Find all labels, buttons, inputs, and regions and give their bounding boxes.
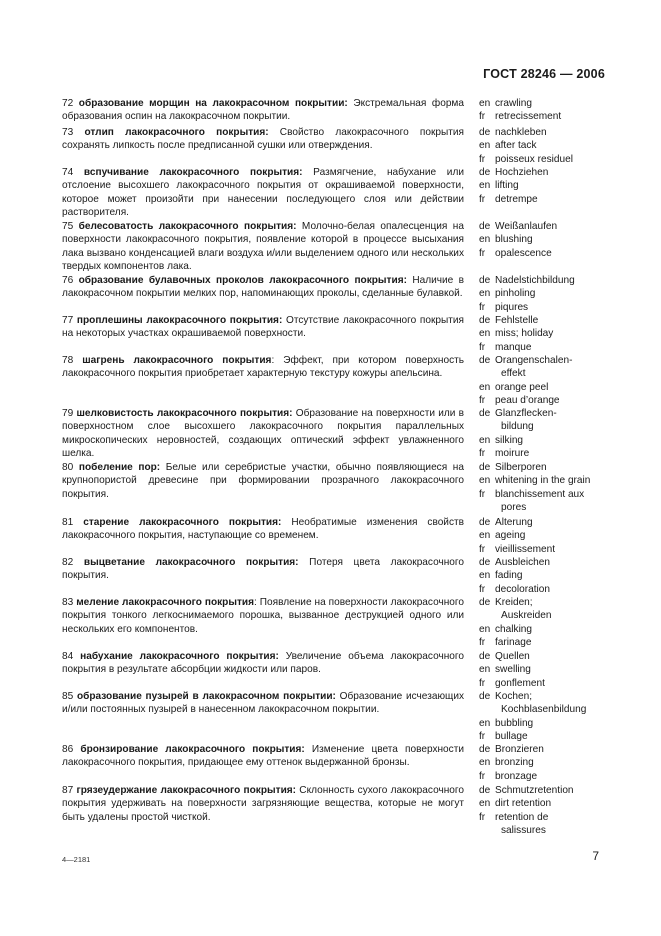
term-entry bbox=[62, 126, 464, 153]
equivalent-term: peau d’orange bbox=[495, 395, 560, 407]
equivalent-term: bronzing bbox=[495, 757, 534, 769]
language-code bbox=[479, 501, 495, 514]
language-code: de bbox=[479, 517, 491, 528]
term-definition: Необратимые изменения свойств лакокрасочного покрытия, наступающие со временем. bbox=[62, 517, 464, 542]
equivalent-term: Kochen; bbox=[495, 691, 533, 702]
term-entry bbox=[62, 220, 464, 274]
term-name: старение лакокрасочного покрытия: bbox=[83, 517, 282, 528]
term-entry bbox=[62, 274, 464, 301]
language-code: de bbox=[479, 408, 491, 419]
equivalent-term: blushing bbox=[495, 234, 533, 246]
equivalent-term: Schmutzretention bbox=[495, 785, 574, 796]
equivalent-term: retrecissement bbox=[495, 111, 562, 123]
term-name: отлип лакокрасочного покрытия: bbox=[84, 127, 269, 138]
language-code: de bbox=[479, 355, 491, 366]
language-code bbox=[479, 824, 495, 837]
language-code: en bbox=[479, 664, 491, 676]
term-name: образование булавочных проколов лакокрасочного покрытия: bbox=[78, 275, 407, 286]
term-name: проплешины лакокрасочного покрытия: bbox=[76, 315, 283, 326]
term-entry bbox=[62, 407, 464, 461]
equivalent-term: gonflement bbox=[495, 677, 545, 689]
equivalent-row bbox=[479, 394, 619, 407]
equivalent-term: farinage bbox=[495, 637, 532, 649]
equivalent-row bbox=[479, 420, 619, 433]
language-code: en bbox=[479, 180, 491, 192]
equivalent-term: swelling bbox=[495, 664, 531, 676]
equivalent-row bbox=[479, 609, 619, 622]
foreign-equivalents bbox=[479, 743, 619, 783]
equivalent-term: manque bbox=[495, 341, 532, 353]
equivalent-row bbox=[479, 756, 619, 769]
language-code bbox=[479, 703, 495, 716]
term-number: 72 bbox=[62, 98, 74, 109]
foreign-equivalents bbox=[479, 784, 619, 838]
equivalent-term: Auskreiden bbox=[501, 610, 552, 622]
language-code: fr bbox=[479, 153, 486, 165]
term-entry bbox=[62, 690, 464, 717]
foreign-equivalents bbox=[479, 220, 619, 260]
language-code: en bbox=[479, 798, 491, 810]
foreign-equivalents bbox=[479, 516, 619, 556]
equivalent-row bbox=[479, 354, 619, 367]
language-code: de bbox=[479, 127, 491, 138]
term-definition: Потеря цвета лакокрасочного покрытия. bbox=[62, 557, 464, 582]
equivalent-row bbox=[479, 97, 619, 110]
foreign-equivalents bbox=[479, 596, 619, 650]
equivalent-row bbox=[479, 166, 619, 179]
equivalent-term: orange peel bbox=[495, 381, 549, 393]
term-number: 81 bbox=[62, 517, 74, 528]
term-definition: : Появление на поверхности лакокрасочного покрытия тонкого легкоснимаемого порошка, вызванное деструкцией одного или нескольких его компонентов. bbox=[62, 597, 464, 635]
term-number: 74 bbox=[62, 167, 74, 178]
language-code: en bbox=[479, 434, 491, 446]
term-definition: : Эффект, при котором поверхность лакокрасочного покрытия приобретает характерную текстуру кожуры апельсина. bbox=[62, 355, 465, 380]
equivalent-term: silking bbox=[495, 434, 524, 446]
language-code: en bbox=[479, 717, 491, 729]
language-code: fr bbox=[479, 637, 486, 649]
term-entry bbox=[62, 784, 464, 824]
equivalent-row bbox=[479, 797, 619, 810]
equivalent-term: fading bbox=[495, 570, 523, 582]
language-code: de bbox=[479, 691, 491, 702]
language-code: de bbox=[479, 462, 491, 473]
equivalent-row bbox=[479, 301, 619, 314]
equivalent-term: Weißanlaufen bbox=[495, 221, 558, 232]
term-name: выцветание лакокрасочного покрытия: bbox=[83, 557, 299, 568]
term-number: 80 bbox=[62, 462, 74, 473]
term-entry bbox=[62, 650, 464, 677]
equivalent-term: Hochziehen bbox=[495, 167, 549, 178]
term-name: меление лакокрасочного покрытия bbox=[76, 597, 254, 608]
equivalent-term: lifting bbox=[495, 180, 519, 192]
equivalent-row bbox=[479, 110, 619, 123]
equivalent-term: Ausbleichen bbox=[495, 557, 550, 568]
document-header: ГОСТ 28246 — 2006 bbox=[483, 67, 605, 81]
equivalent-term: effekt bbox=[501, 368, 526, 380]
language-code: en bbox=[479, 623, 491, 635]
equivalent-row bbox=[479, 677, 619, 690]
equivalent-row bbox=[479, 193, 619, 206]
language-code: fr bbox=[479, 811, 486, 823]
language-code: fr bbox=[479, 395, 486, 407]
equivalent-term: vieillissement bbox=[495, 543, 556, 555]
language-code: fr bbox=[479, 247, 486, 259]
equivalent-row bbox=[479, 663, 619, 676]
equivalent-term: salissures bbox=[501, 825, 546, 837]
language-code: en bbox=[479, 140, 491, 152]
foreign-equivalents bbox=[479, 407, 619, 461]
equivalent-row bbox=[479, 770, 619, 783]
term-definition: Молочно-белая опалесценция на поверхности лакокрасочного покрытия, появление которой в процессе высыхания лака вызвано конденсацией влаги воздуха и/или выделением одного или нескольких твердых компонентов лака. bbox=[62, 221, 464, 273]
language-code: fr bbox=[479, 448, 486, 460]
equivalent-row bbox=[479, 743, 619, 756]
equivalent-row bbox=[479, 516, 619, 529]
equivalent-row bbox=[479, 824, 619, 837]
equivalent-row bbox=[479, 407, 619, 420]
language-code: en bbox=[479, 757, 491, 769]
equivalent-term: Kochblasenbildung bbox=[501, 704, 587, 716]
language-code: fr bbox=[479, 583, 486, 595]
language-code: fr bbox=[479, 488, 486, 500]
term-number: 73 bbox=[62, 127, 74, 138]
equivalent-term: pinholing bbox=[495, 288, 536, 300]
term-name: белесоватость лакокрасочного покрытия: bbox=[78, 221, 297, 232]
equivalent-term: Alterung bbox=[495, 517, 533, 528]
foreign-equivalents bbox=[479, 690, 619, 744]
equivalent-term: moirure bbox=[495, 448, 530, 460]
term-number: 79 bbox=[62, 408, 74, 419]
term-number: 76 bbox=[62, 275, 74, 286]
equivalent-row bbox=[479, 287, 619, 300]
term-definition: Свойство лакокрасочного покрытия сохранять липкость после предписанной сушки или отверждения. bbox=[62, 127, 464, 152]
equivalent-term: piqures bbox=[495, 301, 529, 313]
language-code: de bbox=[479, 275, 491, 286]
language-code: de bbox=[479, 557, 491, 568]
foreign-equivalents bbox=[479, 126, 619, 166]
language-code: fr bbox=[479, 301, 486, 313]
language-code: en bbox=[479, 475, 491, 487]
language-code: fr bbox=[479, 111, 486, 123]
equivalent-term: decoloration bbox=[495, 583, 550, 595]
equivalent-row bbox=[479, 447, 619, 460]
language-code: de bbox=[479, 315, 491, 326]
equivalent-row bbox=[479, 220, 619, 233]
language-code: fr bbox=[479, 677, 486, 689]
language-code: de bbox=[479, 167, 491, 178]
equivalent-row bbox=[479, 650, 619, 663]
equivalent-row bbox=[479, 569, 619, 582]
term-entry bbox=[62, 314, 464, 341]
language-code: en bbox=[479, 98, 491, 109]
foreign-equivalents bbox=[479, 274, 619, 314]
term-entry bbox=[62, 596, 464, 636]
equivalent-term: crawling bbox=[495, 98, 533, 109]
term-number: 78 bbox=[62, 355, 74, 366]
equivalent-row bbox=[479, 233, 619, 246]
foreign-equivalents bbox=[479, 461, 619, 515]
foreign-equivalents bbox=[479, 166, 619, 206]
term-entry bbox=[62, 516, 464, 543]
language-code bbox=[479, 609, 495, 622]
equivalent-term: Nadelstichbildung bbox=[495, 275, 575, 286]
equivalent-row bbox=[479, 247, 619, 260]
equivalent-row bbox=[479, 623, 619, 636]
equivalent-term: Bronzieren bbox=[495, 744, 544, 755]
equivalent-row bbox=[479, 717, 619, 730]
term-entry bbox=[62, 461, 464, 501]
foreign-equivalents bbox=[479, 97, 619, 124]
equivalent-row bbox=[479, 811, 619, 824]
equivalent-row bbox=[479, 488, 619, 501]
language-code: en bbox=[479, 570, 491, 582]
language-code: fr bbox=[479, 731, 486, 743]
term-definition: Отсутствие лакокрасочного покрытия на некоторых участках окрашиваемой поверхности. bbox=[62, 315, 464, 340]
equivalent-row bbox=[479, 126, 619, 139]
term-definition: Увеличение объема лакокрасочного покрытия в результате абсорбции жидкости или паров. bbox=[62, 651, 464, 676]
language-code: fr bbox=[479, 193, 486, 205]
equivalent-row bbox=[479, 474, 619, 487]
term-definition: Белые или серебристые участки, обычно появляющиеся на крупнопористой древесине при формировании прозрачного лакокрасочного покрытия. bbox=[62, 462, 464, 500]
equivalent-term: after tack bbox=[495, 140, 537, 152]
language-code: en bbox=[479, 530, 491, 542]
equivalent-term: Orangenschalen- bbox=[495, 355, 573, 366]
language-code: en bbox=[479, 328, 491, 340]
term-name: побеление пор: bbox=[78, 462, 161, 473]
equivalent-term: Kreiden; bbox=[495, 597, 533, 608]
term-definition: Размягчение, набухание или отслоение высохшего лакокрасочного покрытия от окрашиваемой поверхности, которое может произойти при нанесении последующего слоя или действии растворителя. bbox=[62, 167, 464, 219]
language-code: fr bbox=[479, 770, 486, 782]
language-code: de bbox=[479, 221, 491, 232]
language-code: fr bbox=[479, 543, 486, 555]
equivalent-row bbox=[479, 367, 619, 380]
language-code: de bbox=[479, 785, 491, 796]
term-entry bbox=[62, 354, 464, 381]
equivalent-row bbox=[479, 341, 619, 354]
equivalent-term: miss; holiday bbox=[495, 328, 554, 340]
equivalent-term: bullage bbox=[495, 731, 528, 743]
term-number: 77 bbox=[62, 315, 74, 326]
equivalent-row bbox=[479, 153, 619, 166]
equivalent-term: bildung bbox=[501, 421, 534, 433]
equivalent-term: ageing bbox=[495, 530, 526, 542]
equivalent-term: whitening in the grain bbox=[495, 475, 591, 487]
equivalent-row bbox=[479, 784, 619, 797]
equivalent-row bbox=[479, 636, 619, 649]
term-name: образование морщин на лакокрасочном покрытии: bbox=[78, 98, 348, 109]
print-code: 4—2181 bbox=[62, 855, 91, 864]
equivalent-term: Fehlstelle bbox=[495, 315, 539, 326]
equivalent-row bbox=[479, 461, 619, 474]
term-definition: Образование исчезающих и/или постоянных пузырей в нанесенном лакокрасочном покрытии. bbox=[62, 691, 465, 716]
equivalent-term: chalking bbox=[495, 623, 533, 635]
equivalent-row bbox=[479, 690, 619, 703]
equivalent-row bbox=[479, 596, 619, 609]
language-code: de bbox=[479, 744, 491, 755]
equivalent-term: dirt retention bbox=[495, 798, 552, 810]
term-definition: Образование на поверхности или в поверхностном слое высохшего лакокрасочного покрытия параллельных микроскопических неровностей, создающих оптический эффект увлажненного шелка. bbox=[62, 408, 464, 460]
equivalent-row bbox=[479, 543, 619, 556]
term-name: грязеудержание лакокрасочного покрытия: bbox=[76, 785, 297, 796]
equivalent-term: opalescence bbox=[495, 247, 552, 259]
equivalent-term: poisseux residuel bbox=[495, 153, 573, 165]
term-entry bbox=[62, 743, 464, 770]
foreign-equivalents bbox=[479, 354, 619, 408]
equivalent-term: retention de bbox=[495, 811, 549, 823]
term-number: 75 bbox=[62, 221, 74, 232]
equivalent-row bbox=[479, 501, 619, 514]
equivalent-row bbox=[479, 179, 619, 192]
term-name: бронзирование лакокрасочного покрытия: bbox=[80, 744, 305, 755]
language-code: de bbox=[479, 597, 491, 608]
equivalent-row bbox=[479, 556, 619, 569]
term-number: 82 bbox=[62, 557, 74, 568]
term-number: 83 bbox=[62, 597, 74, 608]
language-code bbox=[479, 367, 495, 380]
term-definition: Изменение цвета поверхности лакокрасочного покрытия, придающее ему оттенок выдержанной бронзы. bbox=[62, 744, 464, 769]
equivalent-row bbox=[479, 314, 619, 327]
equivalent-row bbox=[479, 274, 619, 287]
equivalent-row bbox=[479, 434, 619, 447]
term-name: вспучивание лакокрасочного покрытия: bbox=[83, 167, 303, 178]
equivalent-term: Glanzflecken- bbox=[495, 408, 557, 419]
term-number: 84 bbox=[62, 651, 74, 662]
equivalent-row bbox=[479, 139, 619, 152]
language-code: en bbox=[479, 234, 491, 246]
equivalent-term: nachkleben bbox=[495, 127, 547, 138]
language-code: en bbox=[479, 381, 491, 393]
term-name: шагрень лакокрасочного покрытия bbox=[82, 355, 272, 366]
foreign-equivalents bbox=[479, 314, 619, 354]
term-entry bbox=[62, 97, 464, 124]
equivalent-term: blanchissement aux bbox=[495, 488, 585, 500]
term-number: 85 bbox=[62, 691, 74, 702]
equivalent-row bbox=[479, 381, 619, 394]
term-name: шелковистость лакокрасочного покрытия: bbox=[76, 408, 293, 419]
language-code bbox=[479, 420, 495, 433]
equivalent-term: Quellen bbox=[495, 651, 530, 662]
equivalent-row bbox=[479, 703, 619, 716]
equivalent-row bbox=[479, 529, 619, 542]
foreign-equivalents bbox=[479, 556, 619, 596]
term-entry bbox=[62, 556, 464, 583]
equivalent-row bbox=[479, 327, 619, 340]
equivalent-term: bubbling bbox=[495, 717, 534, 729]
term-name: образование пузырей в лакокрасочном покрытии: bbox=[76, 691, 336, 702]
term-number: 86 bbox=[62, 744, 74, 755]
term-number: 87 bbox=[62, 785, 74, 796]
term-definition: Экстремальная форма образования оспин на лакокрасочном покрытии. bbox=[62, 98, 464, 123]
equivalent-term: Silberporen bbox=[495, 462, 547, 473]
page-number: 7 bbox=[592, 849, 599, 863]
equivalent-term: detrempe bbox=[495, 193, 538, 205]
language-code: de bbox=[479, 651, 491, 662]
foreign-equivalents bbox=[479, 650, 619, 690]
equivalent-row bbox=[479, 583, 619, 596]
term-definition: Склонность сухого лакокрасочного покрытия удерживать на поверхности загрязняющие вещества, которые не могут быть удалены простой чисткой. bbox=[62, 785, 464, 823]
equivalent-term: bronzage bbox=[495, 770, 538, 782]
term-definition: Наличие в лакокрасочном покрытии мелких пор, напоминающих проколы, сделанные булавкой. bbox=[62, 275, 464, 300]
term-name: набухание лакокрасочного покрытия: bbox=[80, 651, 279, 662]
equivalent-row bbox=[479, 730, 619, 743]
language-code: en bbox=[479, 288, 491, 300]
equivalent-term: pores bbox=[501, 502, 527, 514]
term-entry bbox=[62, 166, 464, 220]
language-code: fr bbox=[479, 341, 486, 353]
